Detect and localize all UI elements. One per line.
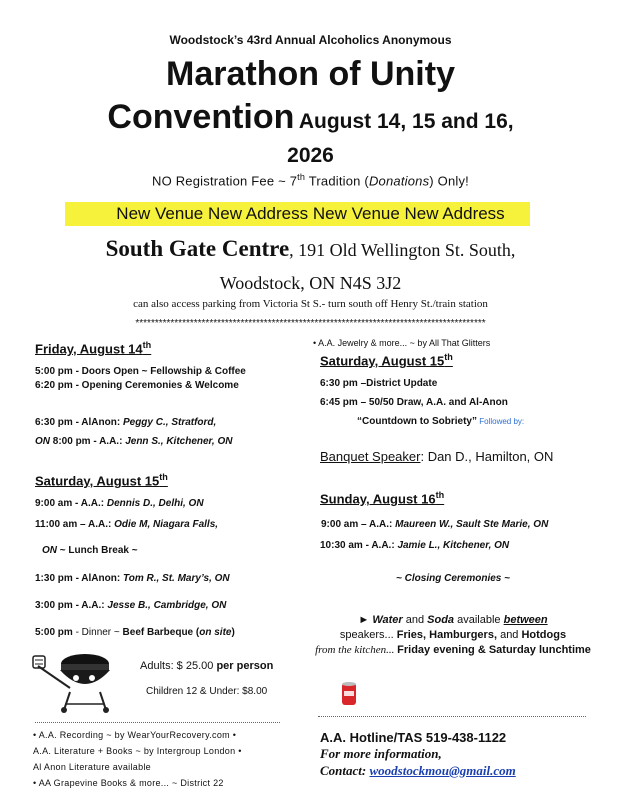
saturday-left-heading-sup: th xyxy=(159,472,168,482)
right-dotted-divider xyxy=(318,716,586,717)
title-line1: Marathon of Unity xyxy=(166,55,455,93)
venue-address1: , 191 Old Wellington St. South, xyxy=(289,240,516,260)
sat-i6-italic: on site xyxy=(199,627,232,638)
sunday-heading xyxy=(320,490,444,506)
saturday-item4 xyxy=(35,573,230,584)
closing-ceremonies: ~ Closing Ceremonies ~ xyxy=(396,573,510,584)
refresh-speakers: speakers... xyxy=(339,629,397,641)
saturday-item5 xyxy=(35,600,226,611)
sat-i6-time: 5:00 pm xyxy=(35,627,73,638)
parking-note: can also access parking from Victoria St S.- turn south off Henry St./train station xyxy=(133,298,488,310)
more-info: For more information, xyxy=(320,746,442,761)
refresh-water: Water xyxy=(372,614,403,626)
sunday-heading-sup: th xyxy=(435,490,445,500)
refresh-times: Friday evening & Saturday lunchtime xyxy=(397,644,591,656)
contact-line xyxy=(320,763,516,779)
sunday-item2 xyxy=(320,540,509,551)
vendor-literature: A.A. Literature + Books ~ by Intergroup London • xyxy=(33,746,242,756)
banquet-speaker-name: : Dan D., Hamilton, ON xyxy=(420,449,554,464)
saturday-left-heading-text: Saturday, August 15 xyxy=(35,473,160,489)
sat-i5-time: 3:00 pm - A.A.: xyxy=(35,600,108,611)
banquet-speaker xyxy=(320,449,553,464)
friday-item1: 5:00 pm - Doors Open ~ Fellowship & Coffee 6:20 pm - Opening Ceremonies & Welcome xyxy=(35,366,246,391)
arrow-right-icon: ► xyxy=(358,614,373,626)
friday-heading-text: Friday, August 14 xyxy=(35,341,143,357)
venue-banner: New Venue New Address New Venue New Address xyxy=(116,204,505,223)
sat-right-item2: 6:45 pm – 50/50 Draw, A.A. and Al-Anon xyxy=(320,397,508,408)
left-dotted-divider xyxy=(35,722,280,723)
vendor-alanon-literature: Al Anon Literature available xyxy=(33,762,151,772)
saturday-item2 xyxy=(35,519,218,530)
sun-i2-time: 10:30 am - A.A.: xyxy=(320,540,398,551)
refresh-and: and xyxy=(402,614,428,626)
saturday-right-heading xyxy=(320,352,453,368)
saturday-item3 xyxy=(42,545,138,556)
countdown-text: “Countdown to Sobriety” xyxy=(357,416,477,427)
adults-label: Adults: $ 25.00 xyxy=(140,660,217,672)
friday-item3-speaker1: ON xyxy=(35,436,50,447)
hotline: A.A. Hotline/TAS 519-438-1122 xyxy=(320,730,507,745)
registration-fee xyxy=(0,172,621,188)
sat-i6-rest: - Dinner ~ xyxy=(72,627,123,638)
saturday-item1 xyxy=(35,498,204,509)
friday-item3-time: 8:00 pm - A.A.: xyxy=(50,436,126,447)
title-convention: Convention xyxy=(107,98,295,136)
refresh-soda: Soda xyxy=(427,614,455,626)
sat-i3-speaker: ON xyxy=(42,545,57,556)
refreshments xyxy=(313,613,593,658)
barbecue-grill-icon xyxy=(30,648,130,714)
refresh-and2: and xyxy=(497,629,522,641)
followed-by: Followed by: xyxy=(477,417,525,426)
contact-email-link[interactable]: woodstockmou@gmail.com xyxy=(369,763,516,778)
refresh-food: Fries, Hamburgers, xyxy=(396,629,498,641)
vendor-grapevine: • AA Grapevine Books & more... ~ District 22 xyxy=(33,778,224,788)
fee-suffix: ) Only! xyxy=(429,173,469,189)
sat-i2-speaker: Odie M, Niagara Falls, xyxy=(114,519,219,530)
sat-i4-speaker: Tom R., St. Mary’s, ON xyxy=(122,573,230,584)
friday-heading xyxy=(35,340,151,356)
sat-right-item1: 6:30 pm –District Update xyxy=(320,378,438,389)
event-dates: August 14, 15 and 16, xyxy=(298,110,514,133)
sat-i1-time: 9:00 am - A.A.: xyxy=(35,498,107,509)
sun-i2-speaker: Jamie L., Kitchener, ON xyxy=(397,540,510,551)
star-divider: ****************************************************************************************** xyxy=(135,318,486,329)
saturday-right-heading-text: Saturday, August 15 xyxy=(320,353,445,369)
soda-can-icon xyxy=(341,681,357,707)
venue-address2: Woodstock, ON N4S 3J2 xyxy=(219,273,402,293)
friday-heading-sup: th xyxy=(142,340,152,350)
saturday-right-heading-sup: th xyxy=(444,352,453,362)
refresh-between: between xyxy=(503,614,548,626)
friday-item3 xyxy=(35,436,232,447)
fee-middle: Tradition ( xyxy=(305,173,369,189)
vendor-recording: • A.A. Recording ~ by WearYourRecovery.com • xyxy=(33,730,237,740)
title-line2 xyxy=(0,97,621,144)
saturday-item6 xyxy=(35,627,235,638)
saturday-left-heading xyxy=(35,472,168,488)
friday-item2-time: 6:30 pm - AlAnon: xyxy=(35,417,123,428)
refresh-available: available xyxy=(454,614,504,626)
sat-i6-close: ) xyxy=(231,627,235,638)
friday-item2-speaker: Peggy C., Stratford, xyxy=(122,417,217,428)
fee-sup: th xyxy=(297,172,306,182)
sat-i4-time: 1:30 pm - AlAnon: xyxy=(35,573,123,584)
sun-i1-time: 9:00 am – A.A.: xyxy=(321,519,396,530)
venue-name: South Gate Centre xyxy=(105,236,290,261)
fee-prefix: NO Registration Fee ~ 7 xyxy=(152,173,298,189)
refresh-kitchen: from the kitchen... xyxy=(315,644,398,656)
children-price: Children 12 & Under: $8.00 xyxy=(146,686,268,697)
event-year: 2026 xyxy=(287,144,334,167)
vendor-jewelry: • A.A. Jewelry & more... ~ by All That Glitters xyxy=(313,338,491,348)
intro-line: Woodstock’s 43rd Annual Alcoholics Anonymous xyxy=(169,33,452,47)
sun-i1-speaker: Maureen W., Sault Ste Marie, ON xyxy=(395,519,549,530)
refresh-hotdogs: Hotdogs xyxy=(521,629,567,641)
venue-line xyxy=(0,236,621,262)
adults-price xyxy=(140,660,273,672)
friday-item2 xyxy=(35,417,216,428)
sunday-item1 xyxy=(321,519,548,530)
contact-label: Contact: xyxy=(320,763,370,778)
sat-i1-speaker: Dennis D., Delhi, ON xyxy=(106,498,204,509)
sunday-heading-text: Sunday, August 16 xyxy=(320,491,436,507)
sat-i5-speaker: Jesse B., Cambridge, ON xyxy=(107,600,227,611)
banquet-label: Banquet Speaker xyxy=(320,449,421,464)
adults-bold: per person xyxy=(216,660,274,672)
fee-italic: Donations xyxy=(368,173,430,189)
sat-i6-bold: Beef Barbeque ( xyxy=(122,627,200,638)
sat-i3-rest: ~ Lunch Break ~ xyxy=(57,545,138,556)
sat-i2-time: 11:00 am – A.A.: xyxy=(35,519,115,530)
sat-right-item3 xyxy=(357,416,524,427)
friday-item3-speaker2: Jenn S., Kitchener, ON xyxy=(125,436,233,447)
